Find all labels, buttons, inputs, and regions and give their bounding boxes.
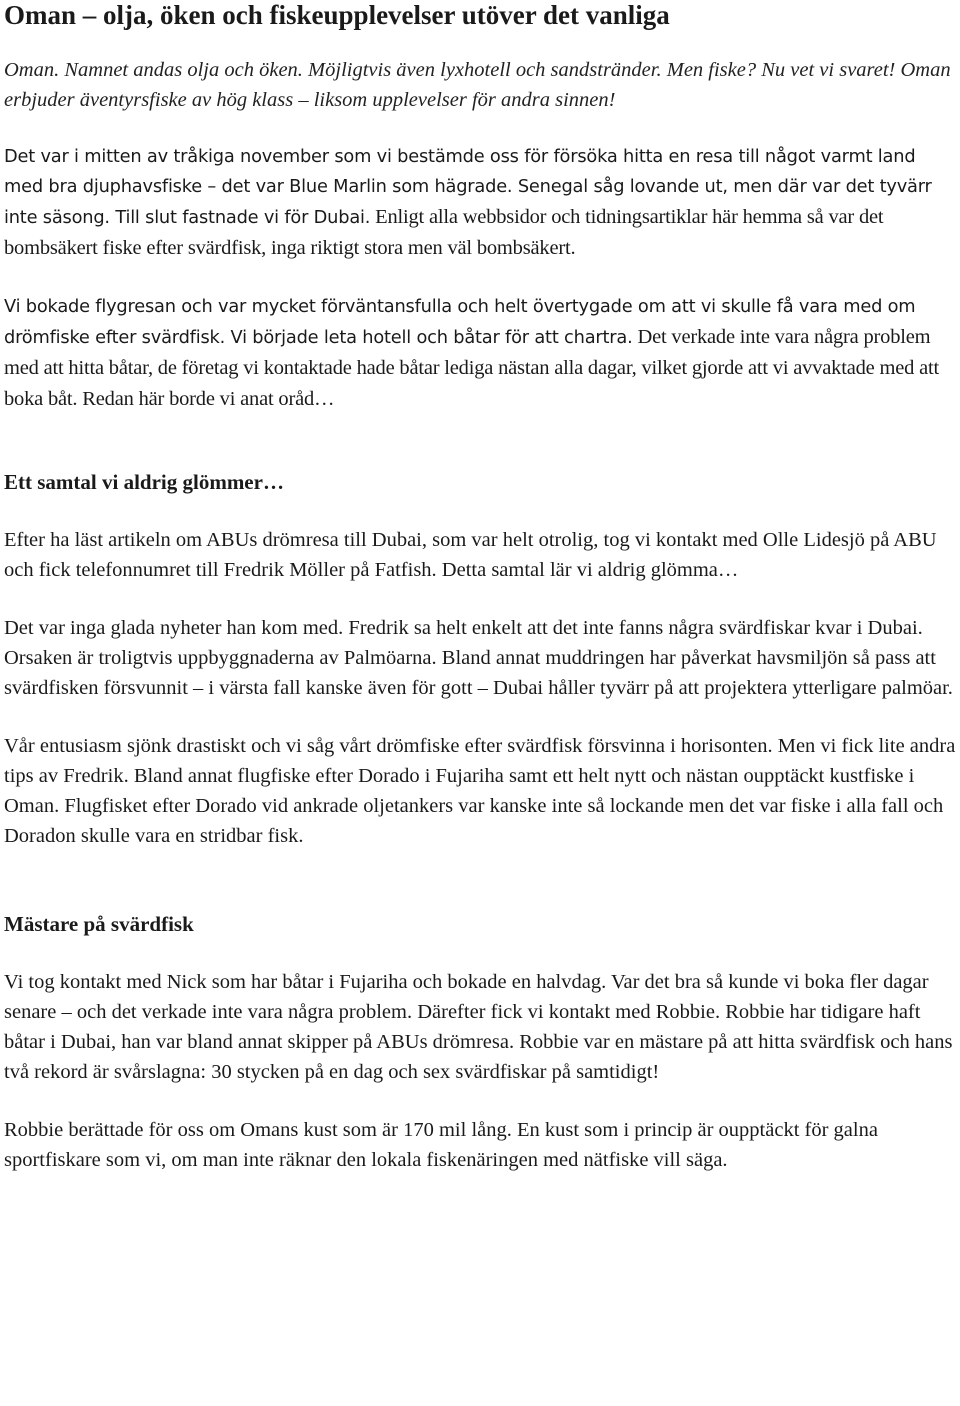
paragraph-booking-sans-part: Vi bokade flygresan och var mycket förväntansfulla och helt övertygade om att vi skulle få vara med om drömfiske efter svärdfisk. Vi började leta hotell och båtar för att chartra. — [4, 296, 916, 348]
paragraph-master-1: Vi tog kontakt med Nick som har båtar i Fujariha och bokade en halvdag. Var det bra så kunde vi boka fler dagar senare – och det verkade inte vara några problem. Därefter fick vi kontakt med Robbie. Robbie har tidigare haft båtar i Dubai, han var bland annat skipper på ABUs drömresa. Robbie var en mästare på att hitta svärdfisk och hans två rekord är svårslagna: 30 stycken på en dag och sex svärdfiskar på samtidigt! — [4, 971, 953, 1083]
article-lead: Oman. Namnet andas olja och öken. Möjligtvis även lyxhotell och sandstränder. Men fiske? Nu vet vi svaret! Oman erbjuder äventyrsfiske av hög klass – liksom upplevelser för andra sinnen! — [4, 59, 951, 111]
paragraph-call-2: Det var inga glada nyheter han kom med. Fredrik sa helt enkelt att det inte fanns några svärdfiskar kvar i Dubai. Orsaken är troligtvis uppbyggnaderna av Palmöarna. Bland annat muddringen har påverkat havsmiljön så pass att svärdfisken försvunnit – i värsta fall kanske även för gott – Dubai håller tyvärr på att projektera ytterligare palmöar. — [4, 617, 953, 699]
paragraph-booking — [4, 292, 956, 415]
paragraph-intro-serif-part: Enligt alla webbsidor och tidningsartiklar här hemma så var det bombsäkert fiske efter svärdfisk, inga riktigt stora men väl bombsäkert. — [4, 206, 884, 259]
paragraph-booking-serif-part: Det verkade inte vara några problem med att hitta båtar, de företag vi kontaktade hade båtar lediga nästan alla dagar, vilket gjorde att vi avvaktade med att boka båt. Redan här borde vi anat oråd… — [4, 326, 939, 410]
section-heading-swordfish-master: Mästare på svärdfisk — [4, 912, 194, 936]
document-page — [4, 0, 956, 1175]
section-heading-call: Ett samtal vi aldrig glömmer… — [4, 470, 284, 494]
paragraph-intro-sans-part: Det var i mitten av tråkiga november som vi bestämde oss för försöka hitta en resa till något varmt land med bra djuphavsfiske – det var Blue Marlin som hägrade. Senegal såg lovande ut, men där var det tyvärr inte säsong. Till slut fastnade vi för Dubai. — [4, 146, 932, 228]
article-title: Oman – olja, öken och fiskeupplevelser utöver det vanliga — [4, 0, 670, 30]
paragraph-master-2: Robbie berättade för oss om Omans kust som är 170 mil lång. En kust som i princip är oupptäckt för galna sportfiskare som vi, om man inte räknar den lokala fiskenäringen med nätfiske vill säga. — [4, 1119, 878, 1171]
paragraph-intro — [4, 142, 956, 264]
paragraph-call-3: Vår entusiasm sjönk drastiskt och vi såg vårt drömfiske efter svärdfisk försvinna i horisonten. Men vi fick lite andra tips av Fredrik. Bland annat flugfiske efter Dorado i Fujariha samt ett helt nytt och nästan oupptäckt kustfiske i Oman. Flugfisket efter Dorado vid ankrade oljetankers var kanske inte så lockande men det var fiske i alla fall och Doradon skulle vara en stridbar fisk. — [4, 735, 956, 847]
paragraph-call-1: Efter ha läst artikeln om ABUs drömresa till Dubai, som var helt otrolig, tog vi kontakt med Olle Lidesjö på ABU och fick telefonnumret till Fredrik Möller på Fatfish. Detta samtal lär vi aldrig glömma… — [4, 529, 937, 581]
